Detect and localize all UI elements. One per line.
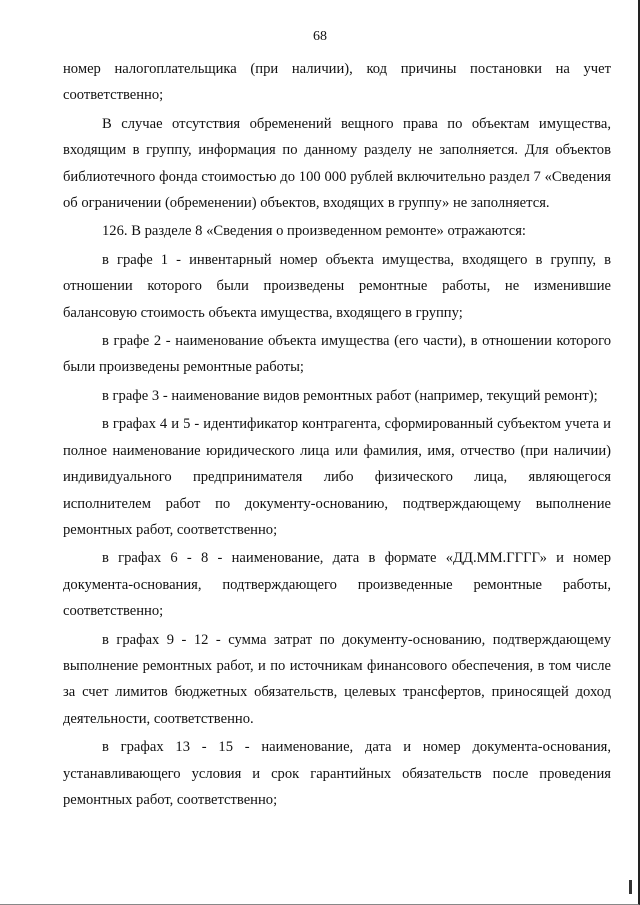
paragraph-no-encumbrance: В случае отсутствия обременений вещного права по объектам имущества, входящим в группу, информация по данному разделу не заполняется. Для объектов библиотечного фонда стоимостью до 100 000 рублей включительно раздел 7 «Сведения об ограничении (обременении) объектов, входящих в группу» не заполняется. [63,115,611,212]
page-number: 68 [313,29,327,44]
paragraph-columns-9-12: в графах 9 - 12 - сумма затрат по документу-основанию, подтверждающему выполнение ремонтных работ, и по источникам финансового обеспечения, в том числе за счет лимитов бюджетных обязательств, целевых трансфертов, приносящей доход деятельности, соответственно. [63,631,611,727]
paragraph-columns-4-5: в графах 4 и 5 - идентификатор контрагента, сформированный субъектом учета и полное наименование юридического лица или фамилия, имя, отчество (при наличии) индивидуального предпринимателя либо физического лица, являющегося исполнителем работ по документу-основанию, подтверждающему выполнение ремонтных работ, соответственно; [63,416,611,538]
paragraph-column-3: в графе 3 - наименование видов ремонтных работ (например, текущий ремонт); [102,387,598,404]
paragraph-column-2: в графе 2 - наименование объекта имущества (его части), в отношении которого были произведены ремонтные работы; [63,333,611,376]
paragraph-columns-6-8: в графах 6 - 8 - наименование, дата в формате «ДД.ММ.ГГГГ» и номер документа-основания, подтверждающего произведенные ремонтные работы, соответственно; [63,550,611,620]
scan-edge-mark [629,880,632,894]
paragraph-column-1: в графе 1 - инвентарный номер объекта имущества, входящего в группу, в отношении которого были произведены ремонтные работы, не изменившие балансовую стоимость объекта имущества, входящего в группу; [63,251,611,321]
paragraph-section-8-heading: 126. В разделе 8 «Сведения о произведенном ремонте» отражаются: [102,223,526,240]
paragraph-continuation: номер налогоплательщика (при наличии), код причины постановки на учет соответственно; [63,61,611,104]
paragraph-columns-13-15: в графах 13 - 15 - наименование, дата и номер документа-основания, устанавливающего условия и срок гарантийных обязательств после проведения ремонтных работ, соответственно; [63,739,611,808]
document-body [63,56,611,813]
